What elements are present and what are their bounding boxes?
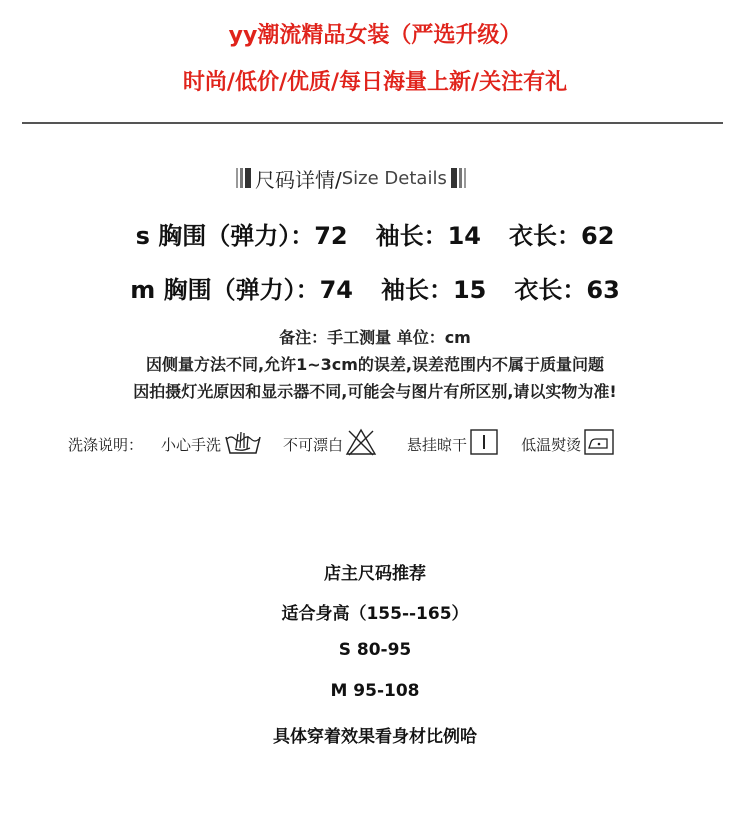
low-iron-icon <box>583 427 615 461</box>
hang-dry-icon <box>469 427 499 461</box>
size-row-s <box>0 216 750 251</box>
hang-dry-label: 悬挂晾干 <box>407 435 468 454</box>
size-m-sleeve: 袖长：15 <box>380 276 487 304</box>
divider <box>22 122 723 124</box>
hand-wash-icon <box>223 428 263 460</box>
size-s-sleeve: 袖长：14 <box>375 222 482 250</box>
bars-left-icon <box>236 168 251 188</box>
recommend-title: 店主尺码推荐 <box>324 564 426 584</box>
size-m-length: 衣长：63 <box>514 276 620 304</box>
washing-label: 洗涤说明： <box>68 435 144 454</box>
recommend-footer: 具体穿着效果看身材比例哈 <box>273 727 477 747</box>
note-measure: 备注：手工测量 单位：cm <box>279 328 471 347</box>
section-title-cn: 尺码详情/ <box>255 167 342 192</box>
no-bleach-label: 不可漂白 <box>283 435 344 454</box>
washing-instructions <box>68 428 615 460</box>
note-error: 因侧量方法不同,允许1~3cm的误差,误差范围内不属于质量问题 <box>146 355 604 374</box>
size-s-length: 衣长：62 <box>509 222 615 250</box>
hand-wash-label: 小心手洗 <box>161 435 222 454</box>
low-iron-label: 低温熨烫 <box>521 435 582 454</box>
no-bleach-icon <box>345 427 377 461</box>
recommend-size-s: S 80-95 <box>338 640 412 660</box>
note-color: 因拍摄灯光原因和显示器不同,可能会与图片有所区别,请以实物为准! <box>133 382 617 401</box>
recommend-height: 适合身高（155--165） <box>281 604 469 624</box>
shop-slogan: 时尚/低价/优质/每日海量上新/关注有礼 <box>182 70 568 95</box>
size-m-chest: m 胸围（弹力）：74 <box>130 276 353 304</box>
size-row-m <box>0 270 750 305</box>
recommend-size-m: M 95-108 <box>330 681 420 701</box>
shop-title: yy潮流精品女装（严选升级） <box>228 23 522 48</box>
section-title-en: Size Details <box>341 167 447 189</box>
bars-right-icon <box>451 168 466 188</box>
size-s-chest: s 胸围（弹力）：72 <box>135 222 348 250</box>
section-heading <box>232 163 470 193</box>
